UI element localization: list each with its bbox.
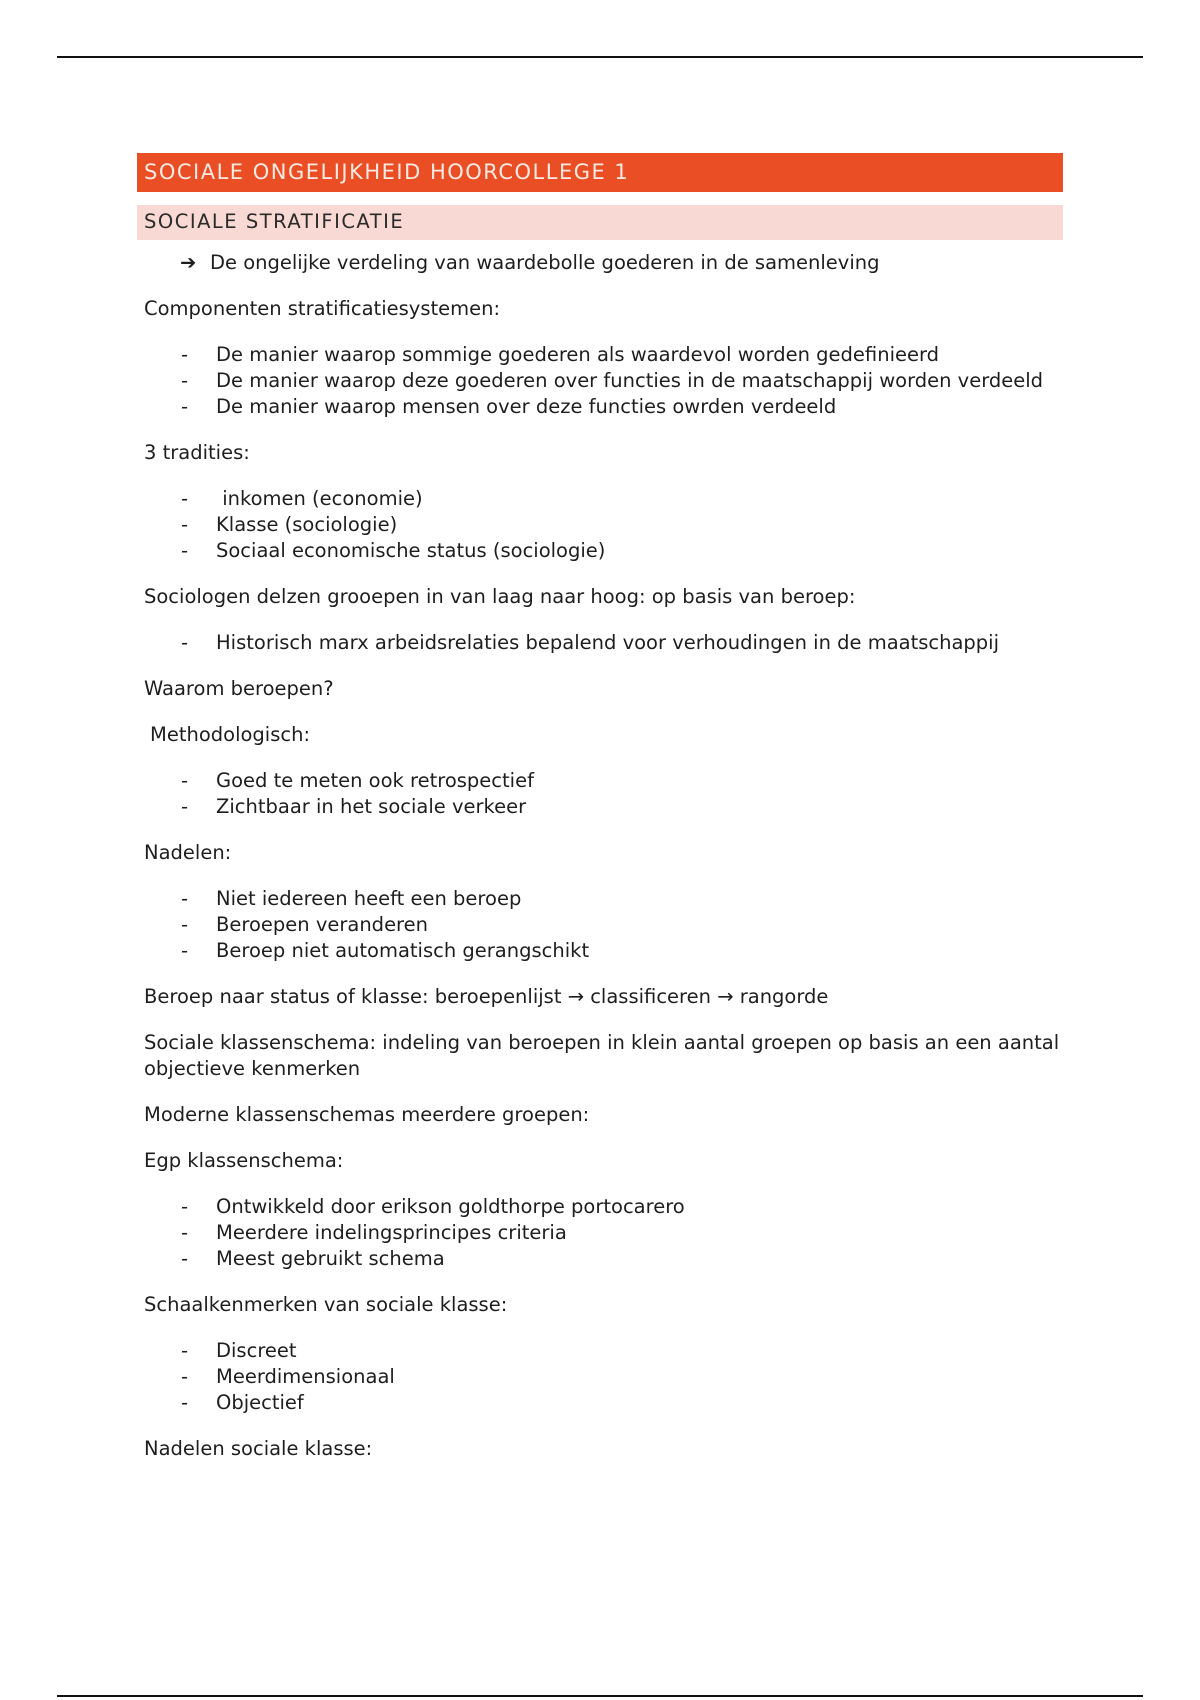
paragraph-tradities: 3 tradities:	[144, 441, 250, 464]
list-item: - Niet iedereen heeft een beroep	[181, 887, 522, 910]
paragraph-sociologen: Sociologen delzen grooepen in van laag naar hoog: op basis van beroep:	[144, 585, 856, 608]
list-item: - Meerdere indelingsprincipes criteria	[181, 1221, 567, 1244]
footer-rule	[57, 1695, 1143, 1697]
list-item: - Ontwikkeld door erikson goldthorpe portocarero	[181, 1195, 685, 1218]
list-item: - Beroep niet automatisch gerangschikt	[181, 939, 590, 962]
paragraph-methodologisch: Methodologisch:	[150, 723, 311, 746]
list-tradities	[137, 486, 1063, 564]
list-item: - Zichtbaar in het sociale verkeer	[181, 795, 527, 818]
definition-text: De ongelijke verdeling van waardebolle goederen in de samenleving	[210, 251, 880, 274]
paragraph-egp: Egp klassenschema:	[144, 1149, 344, 1172]
paragraph-nadelen-klasse: Nadelen sociale klasse:	[144, 1437, 373, 1460]
paragraph-beroep-status: Beroep naar status of klasse: beroepenlijst → classificeren → rangorde	[144, 985, 829, 1008]
list-schaalkenmerken	[137, 1338, 1063, 1416]
list-item: - inkomen (economie)	[181, 487, 423, 510]
list-item: - De manier waarop mensen over deze functies owrden verdeeld	[181, 395, 837, 418]
list-item: - Goed te meten ook retrospectief	[181, 769, 534, 792]
arrow-icon: ➔	[180, 251, 197, 274]
list-nadelen	[137, 886, 1063, 964]
list-methodologisch	[137, 768, 1063, 820]
header-rule	[57, 56, 1143, 58]
paragraph-nadelen: Nadelen:	[144, 841, 232, 864]
paragraph-schaalkenmerken: Schaalkenmerken van sociale klasse:	[144, 1293, 508, 1316]
list-item: - De manier waarop deze goederen over functies in de maatschappij worden verdeeld	[181, 369, 1044, 392]
list-item: - Meest gebruikt schema	[181, 1247, 445, 1270]
list-item: - Meerdimensionaal	[181, 1365, 395, 1388]
list-egp	[137, 1194, 1063, 1272]
document-body	[137, 153, 1063, 1462]
list-item: - Objectief	[181, 1391, 304, 1414]
paragraph-componenten: Componenten stratificatiesystemen:	[144, 297, 501, 320]
list-item: - De manier waarop sommige goederen als waardevol worden gedefinieerd	[181, 343, 940, 366]
paragraph-waarom: Waarom beroepen?	[144, 677, 334, 700]
document-title: SOCIALE ONGELIJKHEID HOORCOLLEGE 1	[137, 153, 1063, 192]
list-componenten	[137, 342, 1063, 420]
list-item: - Sociaal economische status (sociologie)	[181, 539, 606, 562]
section-heading: SOCIALE STRATIFICATIE	[137, 205, 1063, 240]
paragraph-moderne: Moderne klassenschemas meerdere groepen:	[144, 1103, 590, 1126]
definition-line	[137, 250, 1063, 276]
list-sociologen	[137, 630, 1063, 656]
paragraph-klassenschema: Sociale klassenschema: indeling van beroepen in klein aantal groepen op basis an een aantal objectieve kenmerken	[144, 1031, 1060, 1080]
list-item: - Beroepen veranderen	[181, 913, 429, 936]
list-item: - Discreet	[181, 1339, 297, 1362]
list-item: - Klasse (sociologie)	[181, 513, 398, 536]
list-item: - Historisch marx arbeidsrelaties bepalend voor verhoudingen in de maatschappij	[181, 631, 1000, 654]
